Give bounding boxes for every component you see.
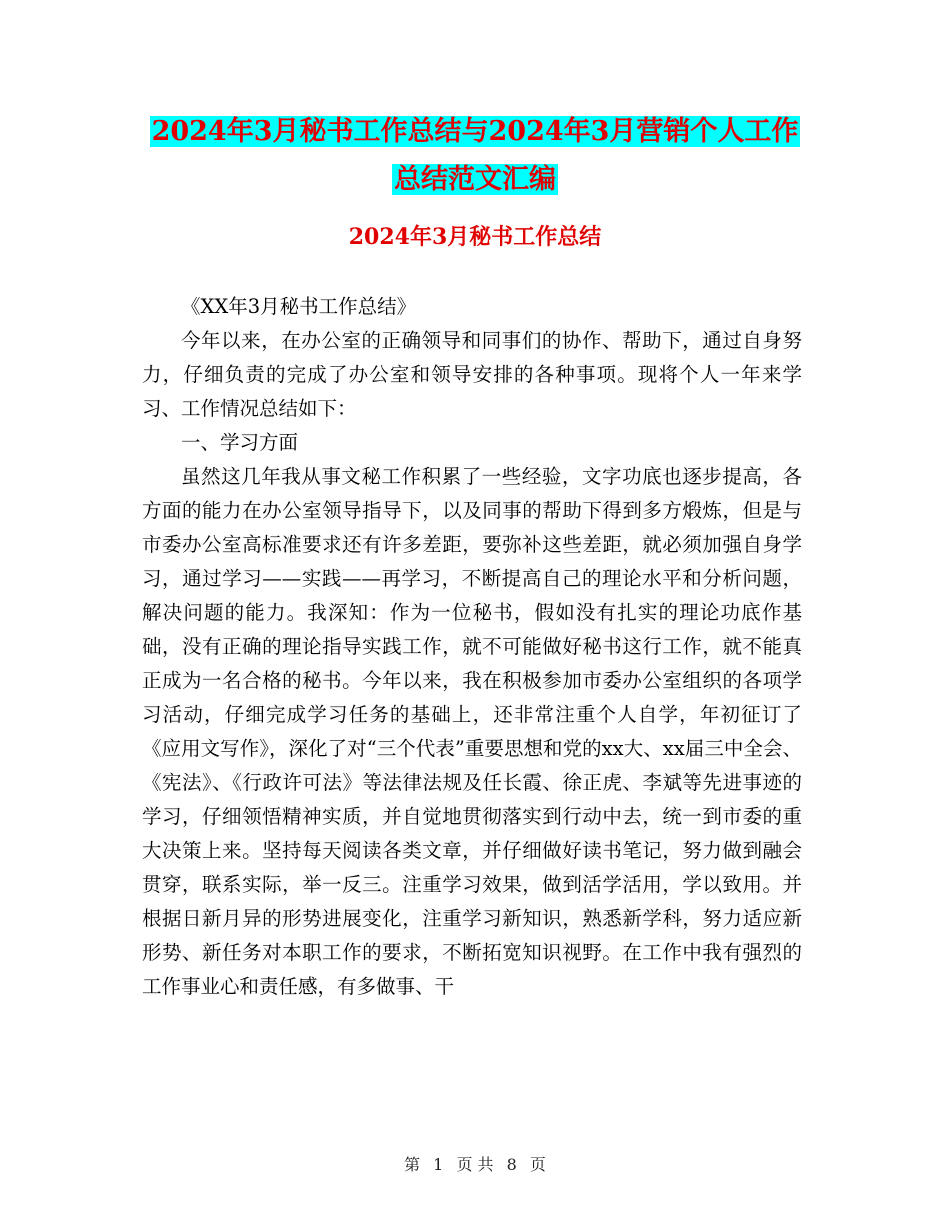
paragraph-study: 虽然这几年我从事文秘工作积累了一些经验，文字功底也逐步提高，各方面的能力在办公室领导指导下，以及同事的帮助下得到多方煅炼，但是与市委办公室高标准要求还有许多差距，要弥补这些差距，就必须加强自身学习，通过学习——实践——再学习，不断提高自己的理论水平和分析问题，解决问题的能力。我深知：作为一位秘书，假如没有扎实的理论功底作基础，没有正确的理论指导实践工作，就不可能做好秘书这行工作，就不能真正成为一名合格的秘书。今年以来，我在积极参加市委办公室组织的各项学习活动，仔细完成学习任务的基础上，还非常注重个人自学，年初征订了《应用文写作》，深化了对“三个代表”重要思想和党的xx大、xx届三中全会、《宪法》、《行政许可法》等法律法规及任长霞、徐正虎、李斌等先进事迹的学习，仔细领悟精神实质，并自觉地贯彻落实到行动中去，统一到市委的重大决策上来。坚持每天阅读各类文章，并仔细做好读书笔记，努力做到融会贯穿，联系实际，举一反三。注重学习效果，做到活学活用，学以致用。并根据日新月异的形势进展变化，注重学习新知识，熟悉新学科，努力适应新形势、新任务对本职工作的要求，不断拓宽知识视野。在工作中我有强烈的工作事业心和责任感，有多做事、干	[142, 465, 802, 998]
footer-page-number: 1	[433, 1155, 444, 1174]
footer-prefix: 第	[404, 1155, 421, 1174]
page-footer	[0, 1152, 950, 1175]
document-title-line1: 2024年3月秘书工作总结与2024年3月营销个人工作	[151, 116, 799, 147]
footer-mid: 页 共	[456, 1155, 494, 1174]
footer-total-pages: 8	[506, 1155, 517, 1174]
paragraph-heading-study: 一、学习方面	[181, 431, 299, 454]
document-title	[140, 108, 810, 204]
document-title-line2: 总结范文汇编	[394, 164, 556, 195]
paragraph-source-title: 《XX年3月秘书工作总结》	[181, 295, 417, 318]
section-title: 2024年3月秘书工作总结	[348, 224, 602, 250]
document-body	[142, 290, 802, 1004]
paragraph-intro: 今年以来，在办公室的正确领导和同事们的协作、帮助下，通过自身努力，仔细负责的完成了办公室和领导安排的各种事项。现将个人一年来学习、工作情况总结如下：	[142, 329, 802, 420]
footer-suffix: 页	[529, 1155, 546, 1174]
